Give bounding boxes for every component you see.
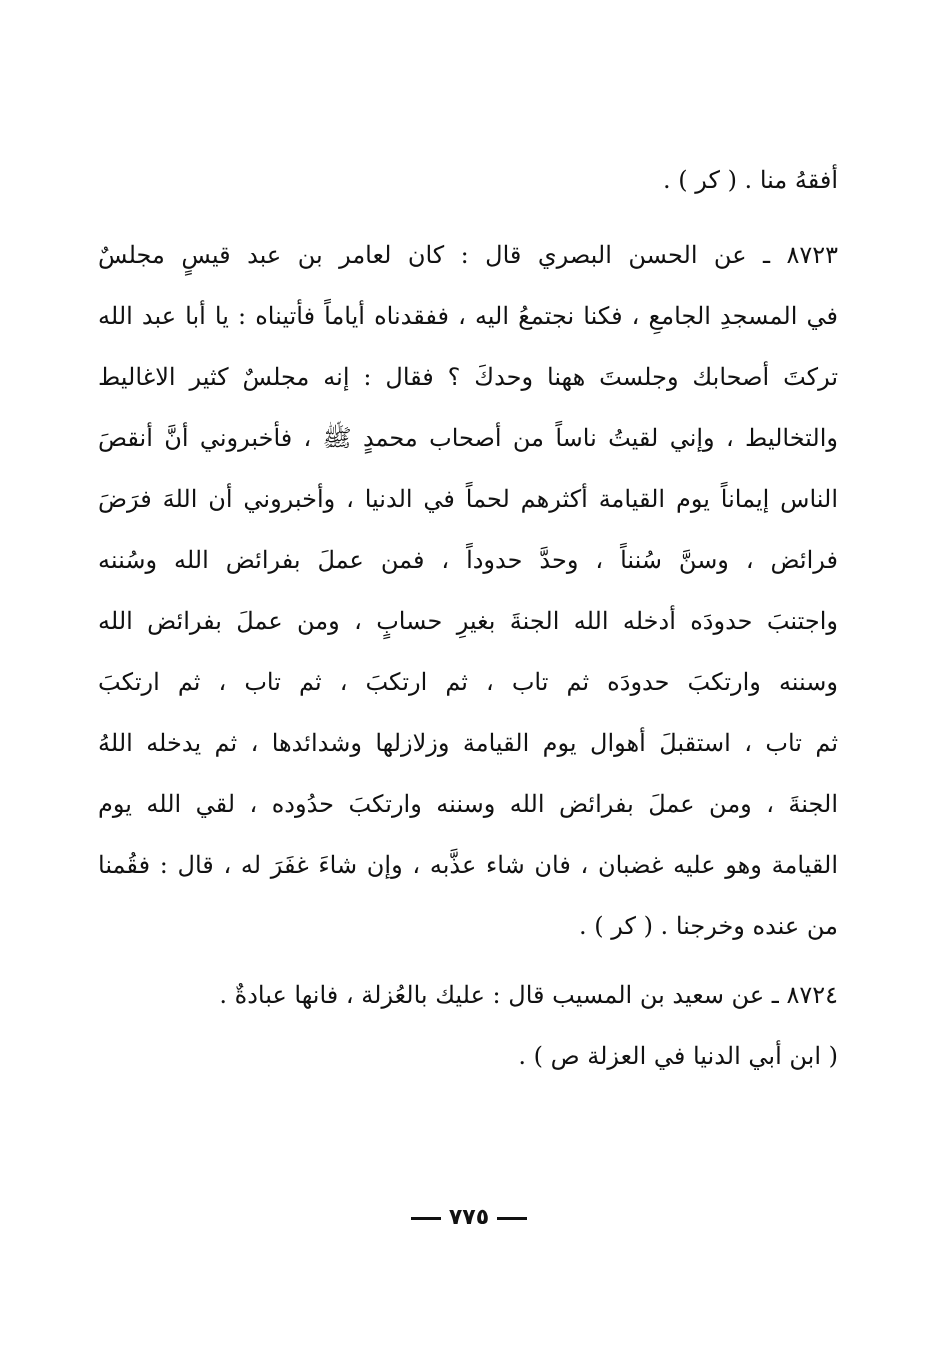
entry-8723-line-12: من عنده وخرجنا . ( كر ) .: [579, 912, 838, 940]
entry-8723-line-1: ٨٧٢٣ ـ عن الحسن البصري قال : كان لعامر بن عبد قيسٍ مجلسٌ: [98, 241, 838, 269]
entry-8723-line-8: وسننه وارتكبَ حدودَه ثم تاب ، ثم ارتكبَ ، ثم تاب ، ثم ارتكبَ: [98, 668, 838, 696]
page-number-dash-right: [497, 1217, 527, 1220]
page-number-footer: [0, 1205, 938, 1230]
entry-8724-line-1: ٨٧٢٤ ـ عن سعيد بن المسيب قال : عليك بالعُزلة ، فانها عبادةٌ .: [219, 981, 838, 1009]
continuation-line: أفقهُ منا . ( كر ) .: [663, 166, 838, 194]
entry-8723-line-7: واجتنبَ حدودَه أدخله الله الجنةَ بغيرِ حسابٍ ، ومن عملَ بفرائض الله: [98, 607, 838, 635]
entry-8723-line-10: الجنةَ ، ومن عملَ بفرائض الله وسننه وارتكبَ حدُوده ، لقي الله يوم: [98, 790, 838, 818]
entry-8724: [98, 965, 838, 1087]
entry-8723-line-2: في المسجدِ الجامعِ ، فكنا نجتمعُ اليه ، ففقدناه أياماً فأتيناه : يا أبا عبد الله: [98, 302, 838, 330]
entry-8723-line-9: ثم تاب ، استقبلَ أهوال يوم القيامة وزلازلها وشدائدها ، ثم يدخله اللهُ: [98, 729, 838, 757]
entry-8724-line-2: ( ابن أبي الدنيا في العزلة ص ) .: [518, 1042, 838, 1070]
entry-8723-line-6: فرائض ، وسنَّ سُنناً ، وحدَّ حدوداً ، فمن عملَ بفرائض الله وسُننه: [98, 546, 838, 574]
entry-8723-line-11: القيامة وهو عليه غضبان ، فان شاء عذَّبه ، وإن شاءَ غفَرَ له ، قال : فقُمنا: [98, 851, 838, 879]
entry-8723-line-3: تركتَ أصحابك وجلستَ ههنا وحدكَ ؟ فقال : إنه مجلسٌ كثير الاغاليط: [98, 363, 838, 391]
entry-8723: [98, 225, 838, 957]
continuation-line-block: [98, 150, 838, 211]
entry-8723-line-4: والتخاليط ، وإني لقيتُ ناساً من أصحاب محمدٍ ﷺ ، فأخبروني أنَّ أنقصَ: [98, 424, 838, 452]
entry-8723-line-5: الناس إيماناً يوم القيامة أكثرهم لحماً في الدنيا ، وأخبروني أن اللهَ فرَضَ: [98, 485, 838, 513]
page-number-dash-left: [411, 1217, 441, 1220]
page-number: ٧٧٥: [448, 1205, 490, 1230]
